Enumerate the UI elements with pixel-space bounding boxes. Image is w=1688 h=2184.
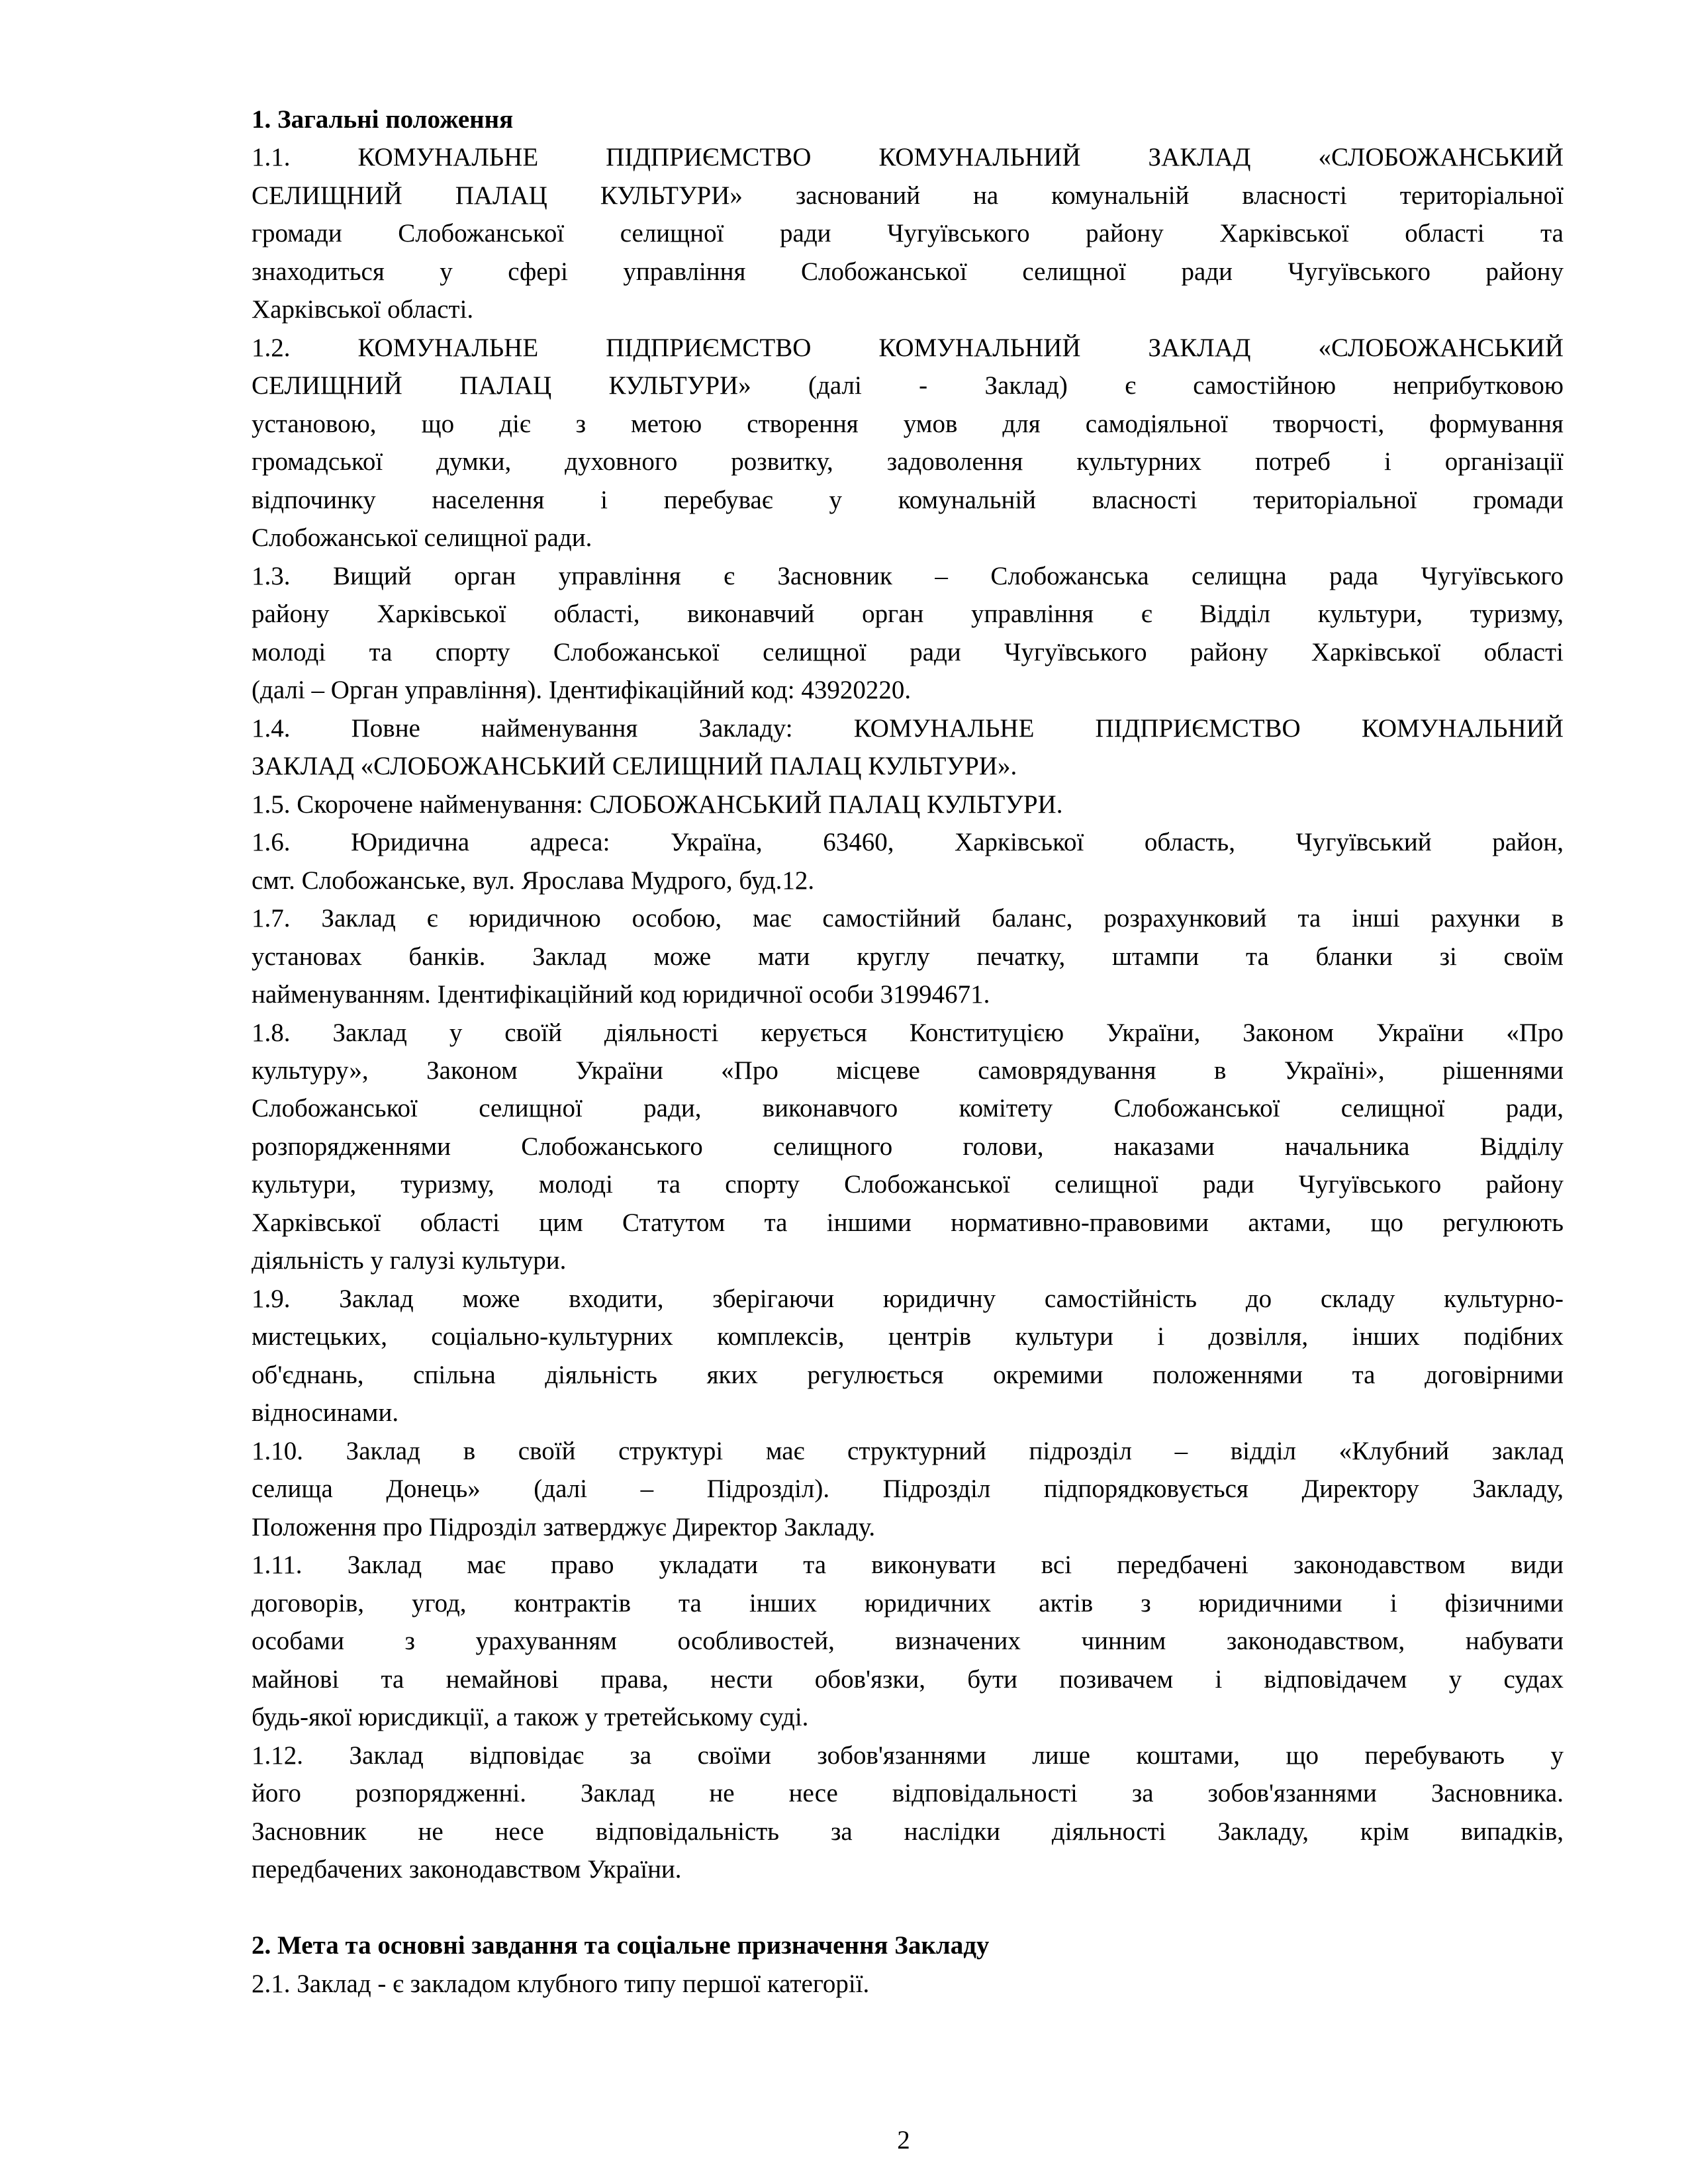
text-line: 2.1. Заклад - є закладом клубного типу першої категорії.: [252, 1969, 870, 1998]
text-line: району Харківської області, виконавчий орган управління є Відділ культури, туризму,: [252, 600, 1564, 629]
text-line: установах банків. Заклад може мати круглу печатку, штампи та бланки зі своїм: [252, 942, 1564, 971]
text-line: Харківської області цим Статутом та іншими нормативно-правовими актами, що регулюють: [252, 1208, 1564, 1237]
text-line: розпорядженнями Слобожанського селищного голови, наказами начальника Відділу: [252, 1132, 1564, 1161]
text-line: діяльність у галузі культури.: [252, 1246, 567, 1275]
text-line: 1.8. Заклад у своїй діяльності керується Конституцією України, Законом України «Про: [252, 1018, 1564, 1047]
text-line: культури, туризму, молоді та спорту Слобожанської селищної ради Чугуївського району: [252, 1170, 1564, 1199]
text-line: Слобожанської селищної ради.: [252, 523, 592, 553]
text-line: 1.5. Скорочене найменування: СЛОБОЖАНСЬКИЙ ПАЛАЦ КУЛЬТУРИ.: [252, 790, 1063, 819]
text-line: Слобожанської селищної ради, виконавчого комітету Слобожанської селищної ради,: [252, 1094, 1564, 1123]
text-line: установою, що діє з метою створення умов для самодіяльної творчості, формування: [252, 409, 1564, 438]
text-line: Засновник не несе відповідальність за наслідки діяльності Закладу, крім випадків,: [252, 1817, 1564, 1846]
text-line: об'єднань, спільна діяльність яких регулюється окремими положеннями та договірними: [252, 1360, 1564, 1389]
text-line: (далі – Орган управління). Ідентифікаційний код: 43920220.: [252, 676, 912, 705]
text-line: відносинами.: [252, 1398, 399, 1428]
text-line: Харківської області.: [252, 295, 474, 324]
text-line: СЕЛИЩНИЙ ПАЛАЦ КУЛЬТУРИ» (далі - Заклад) є самостійною неприбутковою: [252, 371, 1564, 400]
text-line: громади Слобожанської селищної ради Чугуївського району Харківської області та: [252, 219, 1564, 248]
text-line: договорів, угод, контрактів та інших юридичних актів з юридичними і фізичними: [252, 1588, 1564, 1617]
text-line: найменуванням. Ідентифікаційний код юридичної особи 31994671.: [252, 980, 990, 1009]
text-line: 1.1. КОМУНАЛЬНЕ ПІДПРИЄМСТВО КОМУНАЛЬНИЙ ЗАКЛАД «СЛОБОЖАНСЬКИЙ: [252, 143, 1564, 172]
text-line: передбачених законодавством України.: [252, 1855, 682, 1884]
text-line: 1.2. КОМУНАЛЬНЕ ПІДПРИЄМСТВО КОМУНАЛЬНИЙ ЗАКЛАД «СЛОБОЖАНСЬКИЙ: [252, 333, 1564, 362]
text-line: культуру», Законом України «Про місцеве самоврядування в Україні», рішеннями: [252, 1056, 1564, 1085]
text-line: 1.6. Юридична адреса: Україна, 63460, Харківської область, Чугуївський район,: [252, 828, 1564, 857]
text-line: 1.12. Заклад відповідає за своїми зобов'язаннями лише коштами, що перебувають у: [252, 1741, 1564, 1770]
text-line: [252, 1889, 1564, 1927]
text-line: 1.7. Заклад є юридичною особою, має самостійний баланс, розрахунковий та інші рахунки в: [252, 904, 1564, 933]
text-line: знаходиться у сфері управління Слобожанської селищної ради Чугуївського району: [252, 257, 1564, 286]
text-line: його розпорядженні. Заклад не несе відповідальності за зобов'язаннями Засновника.: [252, 1779, 1564, 1808]
text-line: СЕЛИЩНИЙ ПАЛАЦ КУЛЬТУРИ» заснований на комунальній власності територіальної: [252, 181, 1564, 210]
text-line: селища Донець» (далі – Підрозділ). Підрозділ підпорядковується Директору Закладу,: [252, 1475, 1564, 1504]
text-line: будь-якої юрисдикції, а також у третейському суді.: [252, 1703, 809, 1732]
text-line: громадської думки, духовного розвитку, задоволення культурних потреб і організації: [252, 447, 1564, 477]
page-number: 2: [897, 2126, 910, 2154]
text-line: мистецьких, соціально-культурних комплексів, центрів культури і дозвілля, інших подібних: [252, 1322, 1564, 1351]
heading-line: 2. Мета та основні завдання та соціальне призначення Закладу: [252, 1931, 990, 1960]
text-line: 1.3. Вищий орган управління є Засновник – Слобожанська селищна рада Чугуївського: [252, 561, 1564, 590]
text-line: 1.4. Повне найменування Закладу: КОМУНАЛЬНЕ ПІДПРИЄМСТВО КОМУНАЛЬНИЙ: [252, 713, 1564, 743]
text-line: смт. Слобожанське, вул. Ярослава Мудрого, буд.12.: [252, 866, 815, 895]
text-line: 1.9. Заклад може входити, зберігаючи юридичну самостійність до складу культурно-: [252, 1284, 1564, 1313]
text-line: відпочинку населення і перебуває у комунальній власності територіальної громади: [252, 485, 1564, 514]
text-line: майнові та немайнові права, нести обов'язки, бути позивачем і відповідачем у судах: [252, 1664, 1564, 1694]
text-line: 1.11. Заклад має право укладати та виконувати всі передбачені законодавством види: [252, 1551, 1564, 1580]
text-line: 1.10. Заклад в своїй структурі має структурний підрозділ – відділ «Клубний заклад: [252, 1436, 1564, 1465]
text-line: ЗАКЛАД «СЛОБОЖАНСЬКИЙ СЕЛИЩНИЙ ПАЛАЦ КУЛЬТУРИ».: [252, 752, 1017, 781]
text-line: Положення про Підрозділ затверджує Директор Закладу.: [252, 1512, 876, 1541]
heading-line: 1. Загальні положення: [252, 105, 514, 134]
text-line: особами з урахуванням особливостей, визначених чинним законодавством, набувати: [252, 1627, 1564, 1656]
text-line: молоді та спорту Слобожанської селищної ради Чугуївського району Харківської області: [252, 637, 1564, 666]
